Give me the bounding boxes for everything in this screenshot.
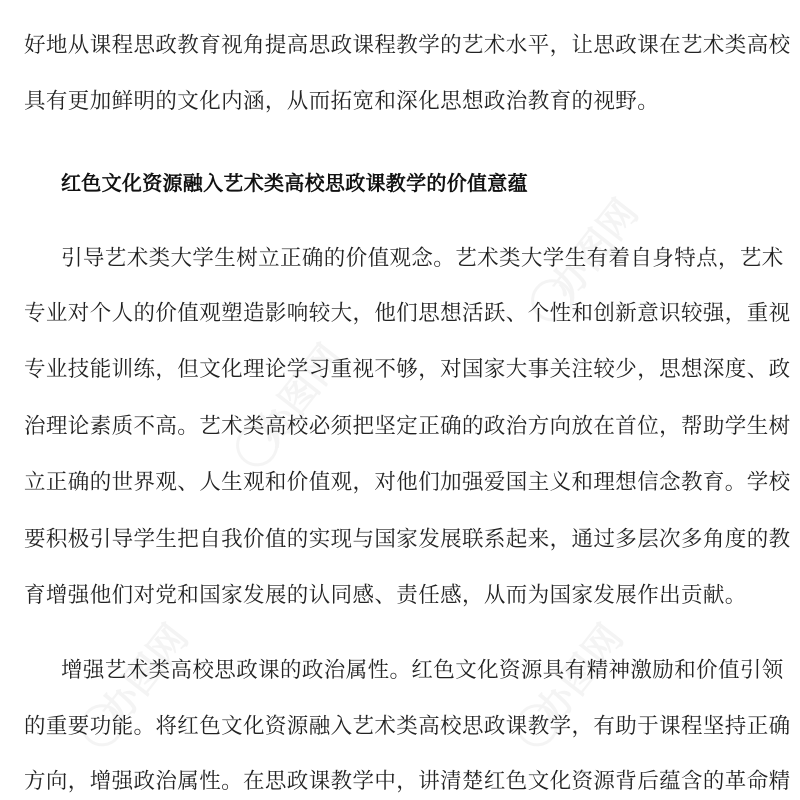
paragraph-line: 好地从课程思政教育视角提高思政课程教学的艺术水平，让思政课在艺术类高校 [24,33,791,58]
watermark [520,543,690,738]
paragraph-line: 立正确的世界观、人生观和价值观，对他们加强爱国主义和理想信念教育。学校 [24,470,791,495]
watermark-text: 办图网 [526,616,632,733]
paragraph-line: 的重要功能。将红色文化资源融入艺术类高校思政课教学，有助于课程坚持正确 [24,714,791,739]
section-heading: 红色文化资源融入艺术类高校思政课教学的价值意蕴 [61,171,528,195]
watermark [85,543,255,738]
paragraph-line: 具有更加鲜明的文化内涵，从而拓宽和深化思想政治教育的视野。 [24,89,660,114]
watermark-text: 办图网 [541,191,647,308]
paragraph-line: 治理论素质不高。艺术类高校必须把坚定正确的政治方向放在首位，帮助学生树 [24,414,791,439]
paragraph-line: 专业技能训练，但文化理论学习重视不够，对国家大事关注较少，思想深度、政 [24,357,791,382]
paragraph-line: 要积极引导学生把自我价值的实现与国家发展联系起来，通过多层次多角度的教 [24,527,791,552]
paragraph-line: 专业对个人的价值观塑造影响较大，他们思想活跃、个性和创新意识较强，重视 [24,301,791,326]
watermark-text: 办图网 [91,616,197,733]
paragraph-line: 增强艺术类高校思政课的政治属性。红色文化资源具有精神激励和价值引领 [61,658,784,683]
paragraph-line: 育增强他们对党和国家发展的认同感、责任感，从而为国家发展作出贡献。 [24,583,747,608]
paragraph-line: 方向，增强政治属性。在思政课教学中，讲清楚红色文化资源背后蕴含的革命精 [24,769,791,794]
watermark-text: 办图网 [246,336,352,453]
paragraph-line: 引导艺术类大学生树立正确的价值观念。艺术类大学生有着自身特点，艺术 [61,246,784,271]
watermark [535,118,705,313]
